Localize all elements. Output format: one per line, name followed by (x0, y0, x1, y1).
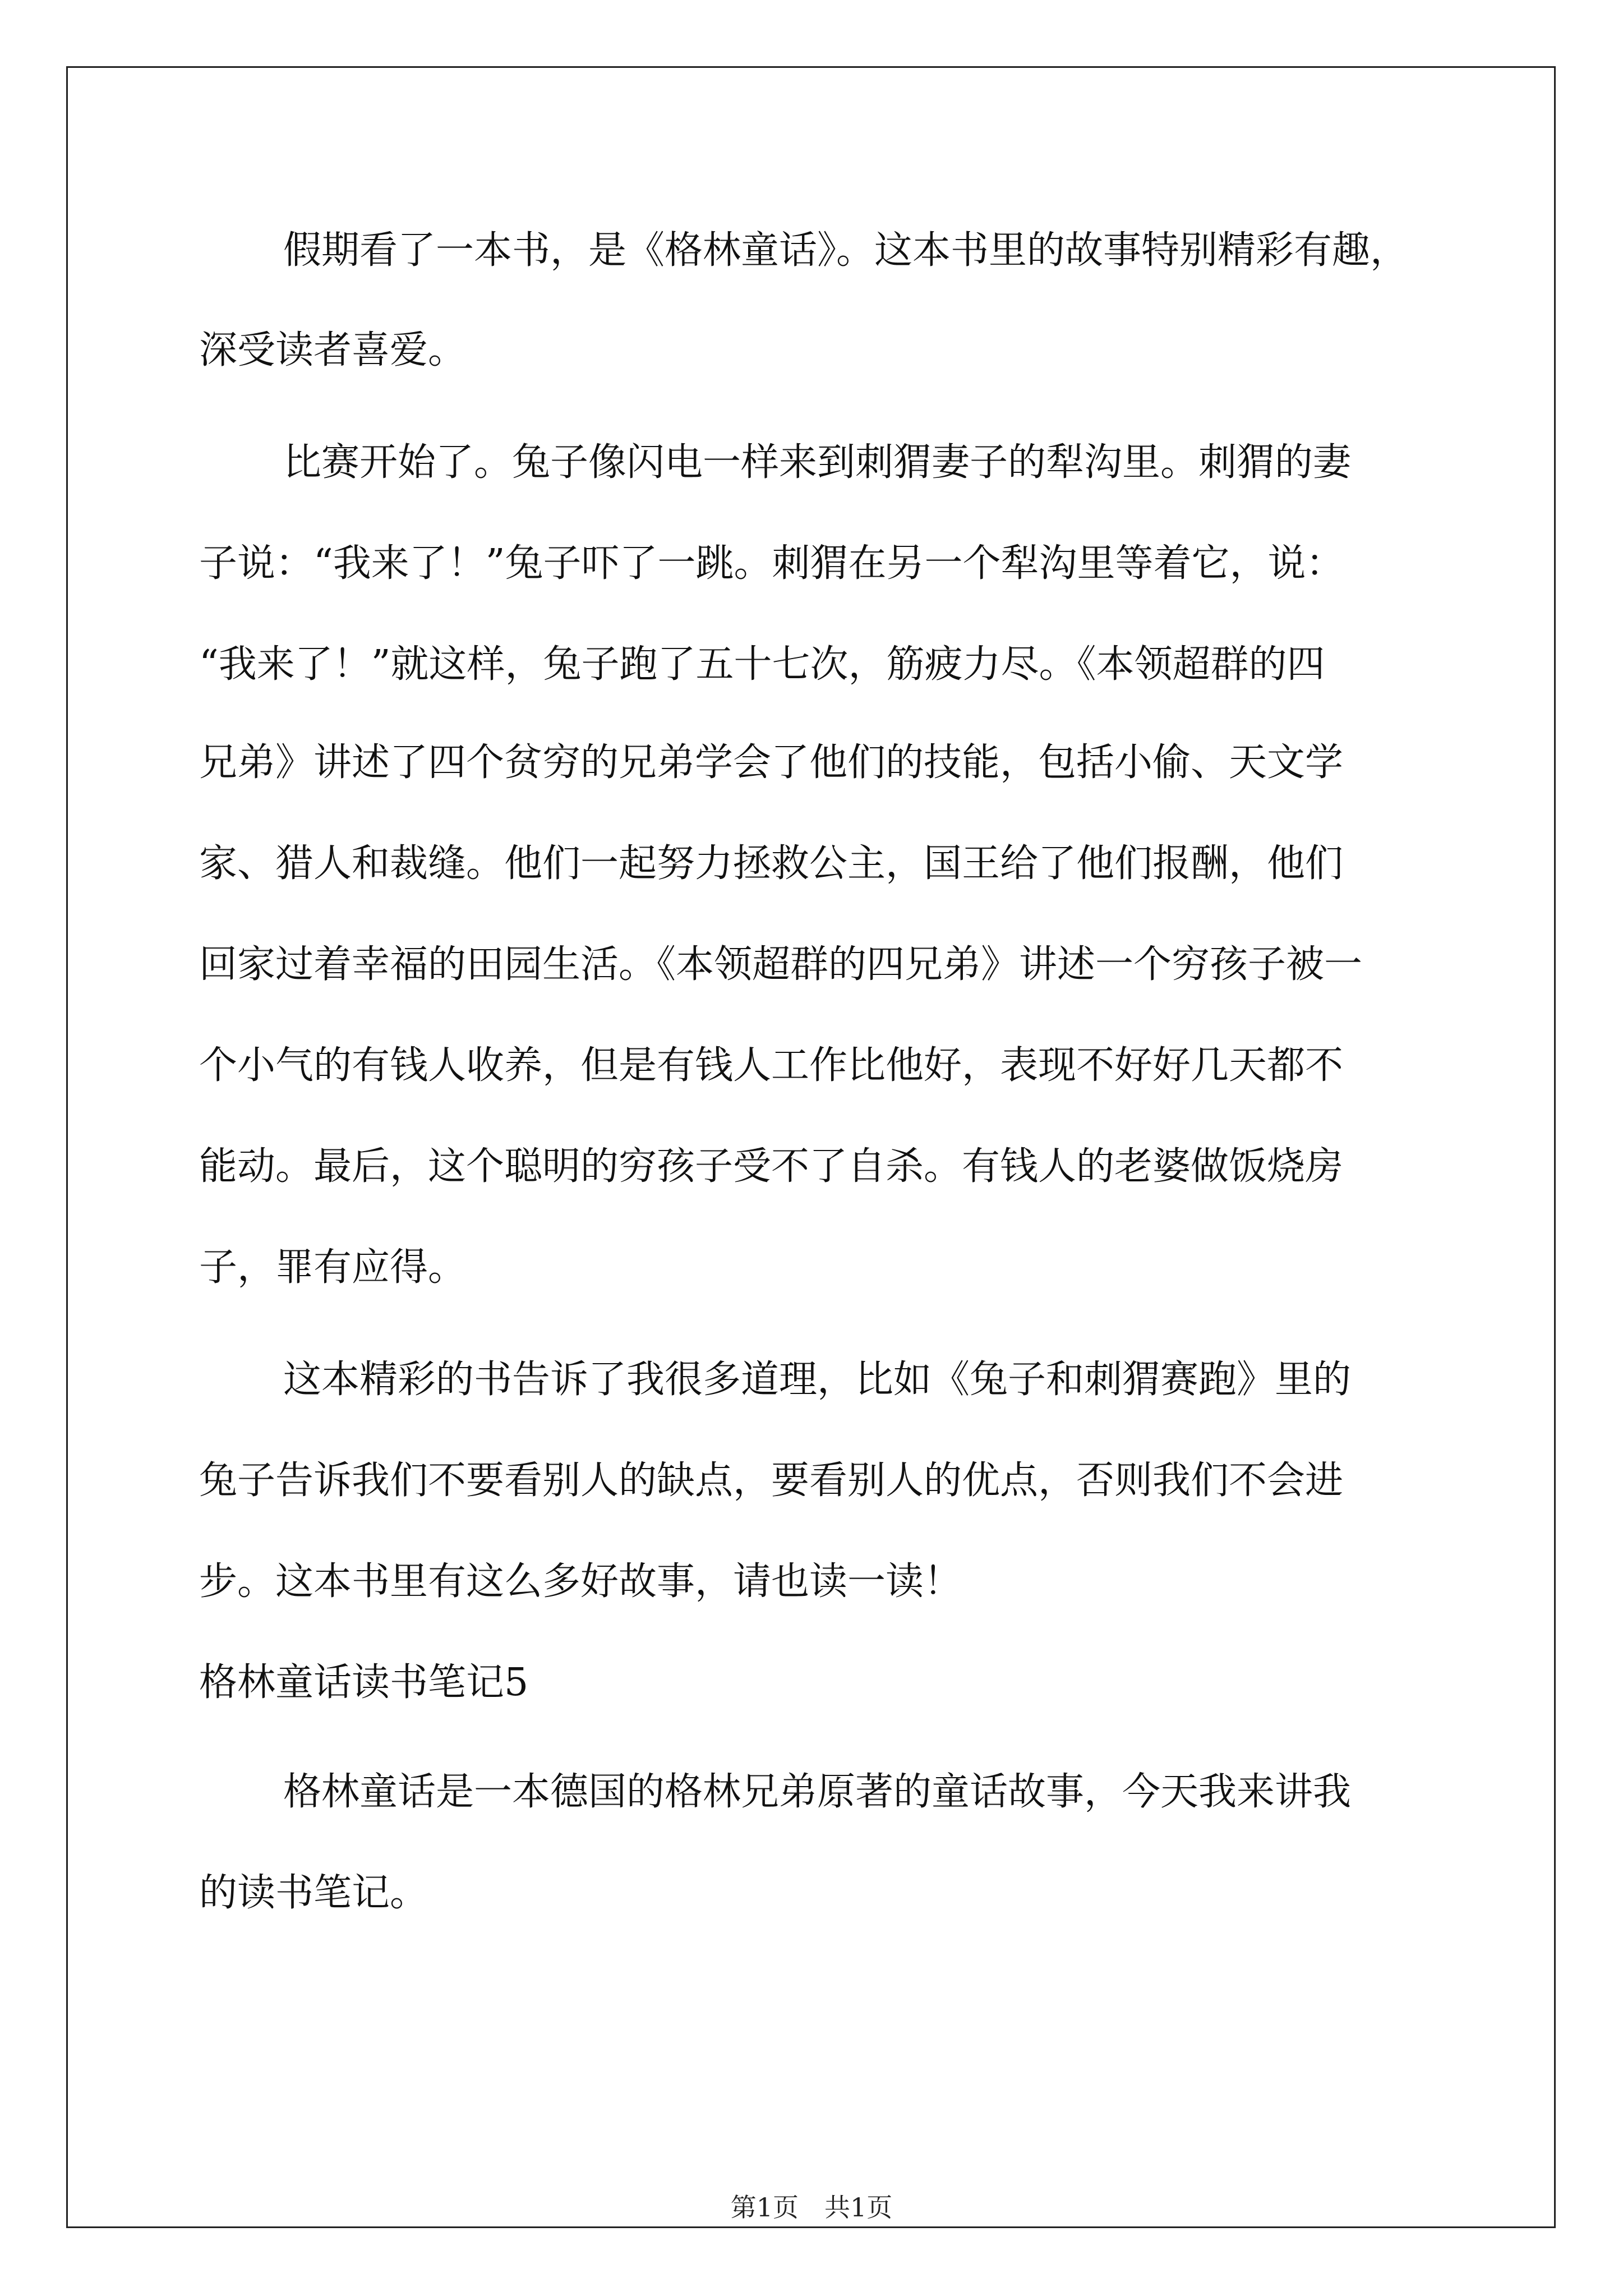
text-line: 格林童话是一本德国的格林兄弟原著的童话故事，今天我来讲我 (283, 1770, 1352, 1814)
text-line: 步。这本书里有这么多好故事，请也读一读！ (199, 1559, 962, 1604)
text-line: 假期看了一本书，是《格林童话》。这本书里的故事特别精彩有趣， (283, 228, 1409, 273)
text-line: 深受读者喜爱。 (199, 328, 467, 372)
text-line: 的读书笔记。 (199, 1871, 428, 1915)
text-line: 这本精彩的书告诉了我很多道理，比如《兔子和刺猬赛跑》里的 (283, 1358, 1352, 1402)
text-line: 兔子告诉我们不要看别人的缺点，要看别人的优点，否则我们不会进 (199, 1458, 1344, 1503)
text-line: 兄弟》讲述了四个贫穷的兄弟学会了他们的技能，包括小偷、天文学 (199, 740, 1344, 785)
text-line: 回家过着幸福的田园生活。《本领超群的四兄弟》讲述一个穷孩子被一 (199, 942, 1363, 987)
section-heading: 格林童话读书笔记5 (199, 1660, 529, 1705)
text-line: 子，罪有应得。 (199, 1245, 467, 1290)
text-line: 能动。最后，这个聪明的穷孩子受不了自杀。有钱人的老婆做饭烧房 (199, 1144, 1344, 1189)
text-line: “我来了！”就这样，兔子跑了五十七次，筋疲力尽。《本领超群的四 (199, 642, 1325, 687)
text-line: 比赛开始了。兔子像闪电一样来到刺猬妻子的犁沟里。刺猬的妻 (283, 440, 1352, 485)
text-line: 子说：“我来了！”兔子吓了一跳。刺猬在另一个犁沟里等着它，说： (199, 541, 1344, 586)
text-line: 个小气的有钱人收养，但是有钱人工作比他好，表现不好好几天都不 (199, 1043, 1344, 1088)
page-footer: 第1页 共1页 (730, 2192, 893, 2223)
text-line: 家、猎人和裁缝。他们一起努力拯救公主，国王给了他们报酬，他们 (199, 841, 1344, 886)
